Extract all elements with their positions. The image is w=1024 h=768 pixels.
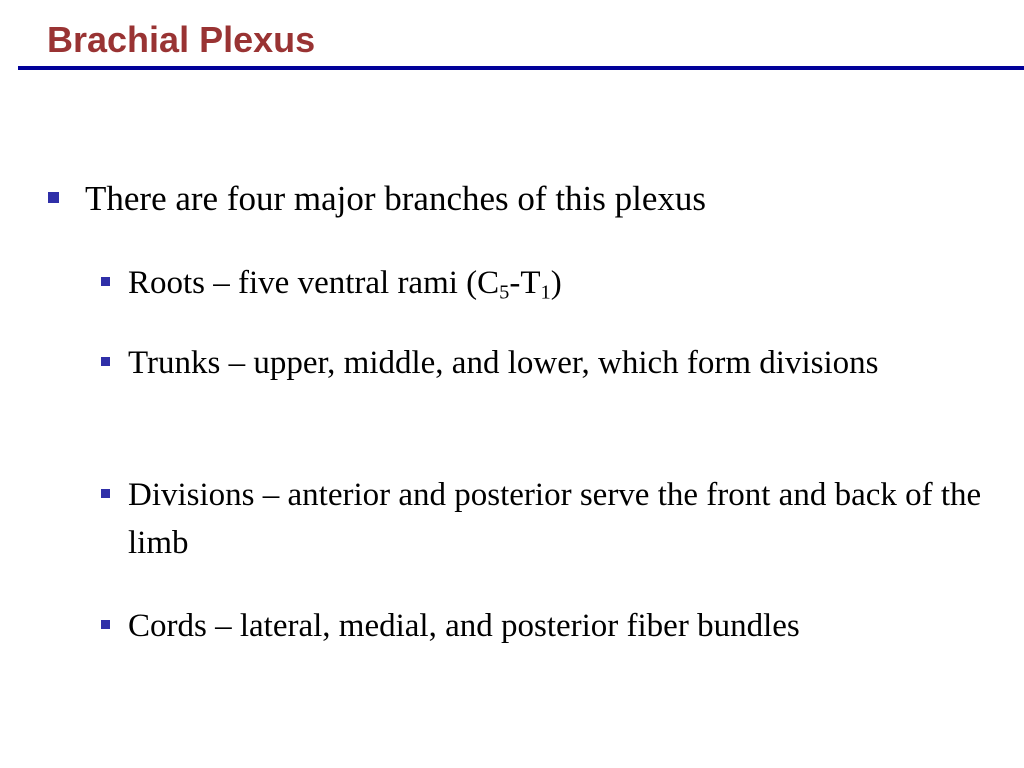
square-bullet-icon xyxy=(101,277,110,286)
cords-text: Cords – lateral, medial, and posterior fiber bundles xyxy=(128,608,800,644)
sub-bullet-divisions xyxy=(128,471,1008,567)
square-bullet-icon xyxy=(101,620,110,629)
slide-title: Brachial Plexus xyxy=(47,19,316,60)
sub-bullet-roots xyxy=(128,259,1008,307)
trunks-text: Trunks – upper, middle, and lower, which form divisions xyxy=(128,345,879,381)
square-bullet-icon xyxy=(101,489,110,498)
sub-bullet-trunks xyxy=(128,339,1008,387)
square-bullet-icon xyxy=(48,192,59,203)
roots-subscript-c: 5 xyxy=(499,281,510,304)
square-bullet-icon xyxy=(101,357,110,366)
roots-middle: -T xyxy=(509,265,541,301)
roots-text xyxy=(128,265,562,304)
roots-prefix: Roots – five ventral rami (C xyxy=(128,265,500,301)
main-bullet xyxy=(85,177,706,221)
sub-bullet-cords xyxy=(128,602,1008,650)
roots-subscript-t: 1 xyxy=(540,281,551,304)
main-bullet-text: There are four major branches of this plexus xyxy=(85,179,707,218)
roots-suffix: ) xyxy=(550,265,562,301)
divisions-text: Divisions – anterior and posterior serve the front and back of the limb xyxy=(128,477,982,561)
